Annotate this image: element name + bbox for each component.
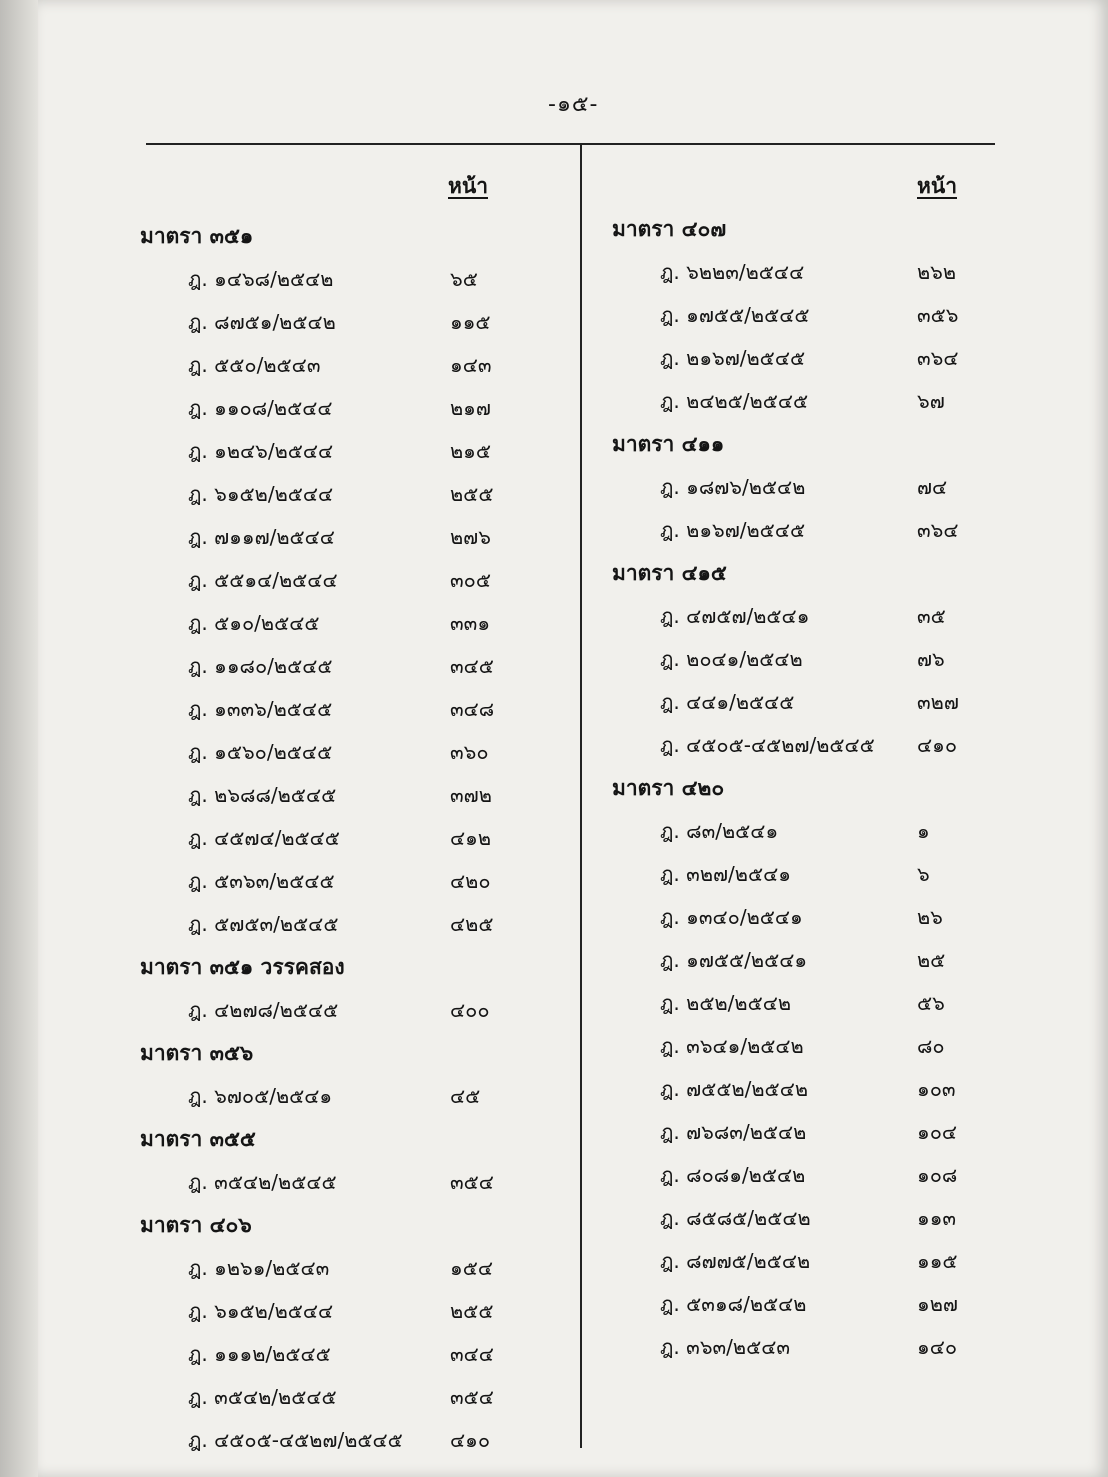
case-number: ฎ. ๕๓๖๓/๒๕๔๕ [188, 869, 335, 893]
page-reference: ๑๒๗ [917, 1292, 958, 1316]
section-heading: มาตรา ๔๑๑ [612, 432, 725, 456]
index-entry [140, 1075, 520, 1118]
header-divider [146, 143, 995, 145]
section-heading: มาตรา ๓๕๖ [140, 1041, 254, 1065]
case-number: ฎ. ๑๑๑๒/๒๕๔๕ [188, 1342, 331, 1366]
case-number: ฎ. ๑๔๖๘/๒๕๔๒ [188, 267, 334, 291]
page-reference: ๒๑๕ [450, 439, 492, 463]
index-entry [140, 559, 520, 602]
index-entry [140, 1290, 520, 1333]
page-reference: ๒๕๕ [450, 482, 494, 506]
case-number: ฎ. ๕๕๐/๒๕๔๓ [188, 353, 321, 377]
right-index-column [612, 208, 982, 1369]
index-entry [612, 896, 982, 939]
right-page-header: หน้า [917, 174, 957, 198]
page-reference: ๒๑๗ [450, 396, 491, 420]
case-number: ฎ. ๒๖๘๘/๒๕๔๕ [188, 783, 337, 807]
index-entry [140, 903, 520, 946]
index-entry [140, 602, 520, 645]
index-entry [140, 1333, 520, 1376]
index-entry [140, 989, 520, 1032]
index-entry [140, 731, 520, 774]
case-number: ฎ. ๓๖๓/๒๕๔๓ [660, 1335, 791, 1359]
section-heading: มาตรา ๓๕๑ [140, 224, 254, 248]
section-heading: มาตรา ๓๕๑ วรรคสอง [140, 955, 345, 979]
case-number: ฎ. ๓๕๔๒/๒๕๔๕ [188, 1385, 337, 1409]
case-number: ฎ. ๔๔๑/๒๕๔๕ [660, 690, 795, 714]
index-entry [140, 473, 520, 516]
page-reference: ๓๔๕ [450, 654, 494, 678]
index-entry [140, 301, 520, 344]
index-entry [140, 258, 520, 301]
page-reference: ๒๖๒ [917, 260, 957, 284]
case-number: ฎ. ๗๕๕๒/๒๕๔๒ [660, 1077, 809, 1101]
index-entry [612, 380, 982, 423]
page-reference: ๔๕ [450, 1084, 481, 1108]
page-reference: ๓๖๔ [917, 346, 959, 370]
page-reference: ๓๖๐ [450, 740, 489, 764]
case-number: ฎ. ๔๗๕๗/๒๕๔๑ [660, 604, 810, 628]
page-reference: ๑๕๔ [450, 1256, 493, 1280]
index-entry [612, 595, 982, 638]
index-entry [612, 1025, 982, 1068]
page-reference: ๔๑๒ [450, 826, 492, 850]
index-entry [140, 516, 520, 559]
page-reference: ๓๐๕ [450, 568, 492, 592]
index-entry [612, 853, 982, 896]
page-reference: ๘๐ [917, 1034, 945, 1058]
page-reference: ๑๔๐ [917, 1335, 958, 1359]
page-reference: ๓๕ [917, 604, 946, 628]
index-entry [140, 817, 520, 860]
page-reference: ๗๔ [917, 475, 948, 499]
page-reference: ๖ [917, 862, 930, 886]
index-entry [612, 1068, 982, 1111]
page-reference: ๒๗๖ [450, 525, 491, 549]
index-entry [612, 681, 982, 724]
page-reference: ๔๑๐ [450, 1428, 491, 1452]
case-number: ฎ. ๑๕๖๐/๒๕๔๕ [188, 740, 333, 764]
case-number: ฎ. ๒๕๒/๒๕๔๒ [660, 991, 792, 1015]
index-entry [612, 251, 982, 294]
case-number: ฎ. ๒๐๔๑/๒๕๔๒ [660, 647, 803, 671]
index-entry [140, 1161, 520, 1204]
case-number: ฎ. ๕๓๑๘/๒๕๔๒ [660, 1292, 807, 1316]
case-number: ฎ. ๔๕๗๔/๒๕๔๕ [188, 826, 340, 850]
page-reference: ๔๐๐ [450, 998, 490, 1022]
section-heading: มาตรา ๔๑๕ [612, 561, 727, 585]
index-entry [612, 810, 982, 853]
index-entry [612, 939, 982, 982]
page-reference: ๑๐๘ [917, 1163, 958, 1187]
case-number: ฎ. ๑๗๕๕/๒๕๔๑ [660, 948, 808, 972]
case-number: ฎ. ๒๔๒๕/๒๕๔๕ [660, 389, 809, 413]
index-entry [140, 645, 520, 688]
page-reference: ๗๖ [917, 647, 945, 671]
index-entry [612, 466, 982, 509]
case-number: ฎ. ๓๖๔๑/๒๕๔๒ [660, 1034, 804, 1058]
page-reference: ๒๖ [917, 905, 943, 929]
case-number: ฎ. ๑๘๗๖/๒๕๔๒ [660, 475, 806, 499]
index-entry [140, 1247, 520, 1290]
page-reference: ๑ [917, 819, 930, 843]
page-reference: ๔๒๐ [450, 869, 491, 893]
index-entry [612, 1326, 982, 1369]
index-entry [140, 1376, 520, 1419]
index-entry [612, 724, 982, 767]
case-number: ฎ. ๒๑๖๗/๒๕๔๕ [660, 346, 806, 370]
case-number: ฎ. ๑๑๐๘/๒๕๔๔ [188, 396, 333, 420]
page-reference: ๑๑๓ [917, 1206, 957, 1230]
case-number: ฎ. ๘๓/๒๕๔๑ [660, 819, 779, 843]
index-entry [140, 1419, 520, 1462]
page-reference: ๓๒๗ [917, 690, 959, 714]
left-page-header: หน้า [448, 174, 488, 198]
case-number: ฎ. ๒๑๖๗/๒๕๔๕ [660, 518, 806, 542]
page-reference: ๕๖ [917, 991, 945, 1015]
case-number: ฎ. ๑๒๔๖/๒๕๔๔ [188, 439, 334, 463]
case-number: ฎ. ๘๗๕๑/๒๕๔๒ [188, 310, 336, 334]
book-spine-edge [0, 0, 38, 1477]
page-reference: ๒๕ [917, 948, 946, 972]
case-number: ฎ. ๔๕๐๕-๔๕๒๗/๒๕๔๕ [188, 1428, 403, 1452]
case-number: ฎ. ๕๗๕๓/๒๕๔๕ [188, 912, 339, 936]
case-number: ฎ. ๑๒๖๑/๒๕๔๓ [188, 1256, 330, 1280]
page-reference: ๖๗ [917, 389, 945, 413]
page-reference: ๓๔๔ [450, 1342, 494, 1366]
index-entry [612, 509, 982, 552]
page-reference: ๓๗๒ [450, 783, 492, 807]
index-entry [612, 337, 982, 380]
index-entry [612, 1154, 982, 1197]
case-number: ฎ. ๓๒๗/๒๕๔๑ [660, 862, 791, 886]
case-number: ฎ. ๘๐๘๑/๒๕๔๒ [660, 1163, 806, 1187]
page-reference: ๑๔๓ [450, 353, 492, 377]
case-number: ฎ. ๕๕๑๔/๒๕๔๔ [188, 568, 338, 592]
case-number: ฎ. ๕๑๐/๒๕๔๕ [188, 611, 320, 635]
index-entry [140, 774, 520, 817]
case-number: ฎ. ๑๓๓๖/๒๕๔๕ [188, 697, 333, 721]
index-entry [612, 1197, 982, 1240]
case-number: ฎ. ๖๑๕๒/๒๕๔๔ [188, 482, 334, 506]
page-reference: ๓๕๖ [917, 303, 959, 327]
case-number: ฎ. ๖๒๒๓/๒๕๔๔ [660, 260, 805, 284]
section-heading: มาตรา ๓๕๕ [140, 1127, 256, 1151]
section-heading: มาตรา ๔๒๐ [612, 776, 725, 800]
page-reference: ๑๐๔ [917, 1120, 958, 1144]
index-entry [612, 294, 982, 337]
page-reference: ๔๑๐ [917, 733, 958, 757]
section-heading: มาตรา ๔๐๖ [140, 1213, 252, 1237]
page-reference: ๓๔๘ [450, 697, 495, 721]
page-reference: ๓๕๔ [450, 1170, 494, 1194]
case-number: ฎ. ๗๖๘๓/๒๕๔๒ [660, 1120, 807, 1144]
column-divider [580, 143, 582, 1448]
index-entry [140, 344, 520, 387]
section-heading: มาตรา ๔๐๗ [612, 217, 727, 241]
case-number: ฎ. ๑๓๔๐/๒๕๔๑ [660, 905, 803, 929]
page-reference: ๑๑๕ [917, 1249, 958, 1273]
page-reference: ๑๑๕ [450, 310, 491, 334]
index-entry [612, 638, 982, 681]
index-entry [612, 1283, 982, 1326]
page-reference: ๓๖๔ [917, 518, 959, 542]
page-reference: ๓๕๔ [450, 1385, 494, 1409]
page-number: -๑๕- [548, 92, 599, 117]
case-number: ฎ. ๖๗๐๕/๒๕๔๑ [188, 1084, 333, 1108]
case-number: ฎ. ๘๕๘๕/๒๕๔๒ [660, 1206, 811, 1230]
index-entry [140, 860, 520, 903]
index-entry [612, 982, 982, 1025]
index-entry [140, 430, 520, 473]
case-number: ฎ. ๘๗๗๕/๒๕๔๒ [660, 1249, 811, 1273]
case-number: ฎ. ๑๑๘๐/๒๕๔๕ [188, 654, 333, 678]
page-reference: ๑๐๓ [917, 1077, 956, 1101]
case-number: ฎ. ๑๗๕๕/๒๕๔๕ [660, 303, 810, 327]
case-number: ฎ. ๔๒๗๘/๒๕๔๕ [188, 998, 339, 1022]
page-reference: ๖๕ [450, 267, 478, 291]
case-number: ฎ. ๗๑๑๗/๒๕๔๔ [188, 525, 335, 549]
index-entry [612, 1240, 982, 1283]
left-index-column [140, 215, 520, 1462]
page-reference: ๓๓๑ [450, 611, 491, 635]
page-reference: ๒๕๕ [450, 1299, 494, 1323]
index-entry [140, 387, 520, 430]
case-number: ฎ. ๓๕๔๒/๒๕๔๕ [188, 1170, 337, 1194]
case-number: ฎ. ๔๕๐๕-๔๕๒๗/๒๕๔๕ [660, 733, 875, 757]
index-entry [140, 688, 520, 731]
page-reference: ๔๒๕ [450, 912, 494, 936]
index-entry [612, 1111, 982, 1154]
case-number: ฎ. ๖๑๕๒/๒๕๔๔ [188, 1299, 334, 1323]
